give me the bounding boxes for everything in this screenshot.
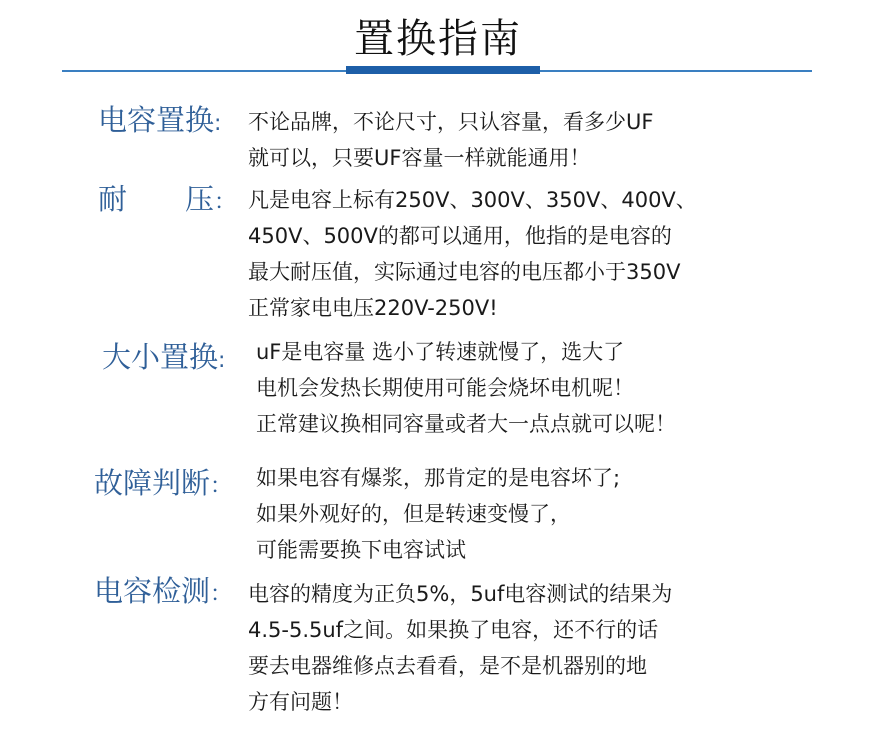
section-body-capacitor-testing xyxy=(248,576,672,720)
body-line: 正常家电电压220V-250V! xyxy=(248,296,498,320)
section-label-text: 大小置换 xyxy=(102,340,219,374)
title-underline-accent xyxy=(346,66,540,74)
body-line: 如果外观好的，但是转速变慢了， xyxy=(256,502,571,526)
section-label-capacitor-replacement xyxy=(98,103,221,141)
section-label-colon: : xyxy=(218,348,226,373)
page-title: 置换指南 xyxy=(354,16,522,62)
section-label-fault-diagnosis xyxy=(94,466,232,504)
section-label-text: 故障判断 xyxy=(94,466,211,500)
body-line: 电机会发热长期使用可能会烧坏电机呢！ xyxy=(256,376,634,400)
section-body-fault-diagnosis xyxy=(256,460,620,568)
body-line: 电容的精度为正负5%，5uf电容测试的结果为 xyxy=(248,582,673,606)
body-line: 4.5-5.5uf之间。如果换了电容，还不行的话 xyxy=(248,618,659,642)
body-line: 要去电器维修点去看看，是不是机器别的地 xyxy=(248,654,647,678)
section-body-size-replacement xyxy=(256,334,676,442)
section-body-capacitor-replacement xyxy=(248,104,653,176)
section-label-text: 电容检测 xyxy=(94,574,211,608)
section-label-capacitor-testing xyxy=(94,574,232,612)
section-label-text: 电容置换 xyxy=(98,103,215,137)
body-line: 方有问题！ xyxy=(248,690,353,714)
section-label-text: 耐 压 xyxy=(98,182,215,216)
body-line: 最大耐压值，实际通过电容的电压都小于350V xyxy=(248,260,681,284)
body-line: 如果电容有爆浆，那肯定的是电容坏了; xyxy=(256,466,621,490)
section-label-colon: ： xyxy=(210,582,233,607)
body-line: 凡是电容上标有250V、300V、350V、400V、 xyxy=(248,188,697,212)
section-label-withstand-voltage xyxy=(98,182,236,220)
body-line: 不论品牌，不论尺寸，只认容量，看多少UF xyxy=(248,110,654,134)
body-line: 450V、500V的都可以通用，他指的是电容的 xyxy=(248,224,672,248)
section-body-withstand-voltage xyxy=(248,182,697,326)
body-line: 就可以，只要UF容量一样就能通用！ xyxy=(248,146,591,170)
body-line: uF是电容量 选小了转速就慢了，选大了 xyxy=(256,340,625,364)
section-label-colon: : xyxy=(214,111,222,136)
section-label-colon: ： xyxy=(210,474,233,499)
section-label-size-replacement xyxy=(102,340,225,378)
body-line: 可能需要换下电容试试 xyxy=(256,538,466,562)
body-line: 正常建议换相同容量或者大一点点就可以呢！ xyxy=(256,412,676,436)
section-label-colon: ： xyxy=(214,190,237,215)
